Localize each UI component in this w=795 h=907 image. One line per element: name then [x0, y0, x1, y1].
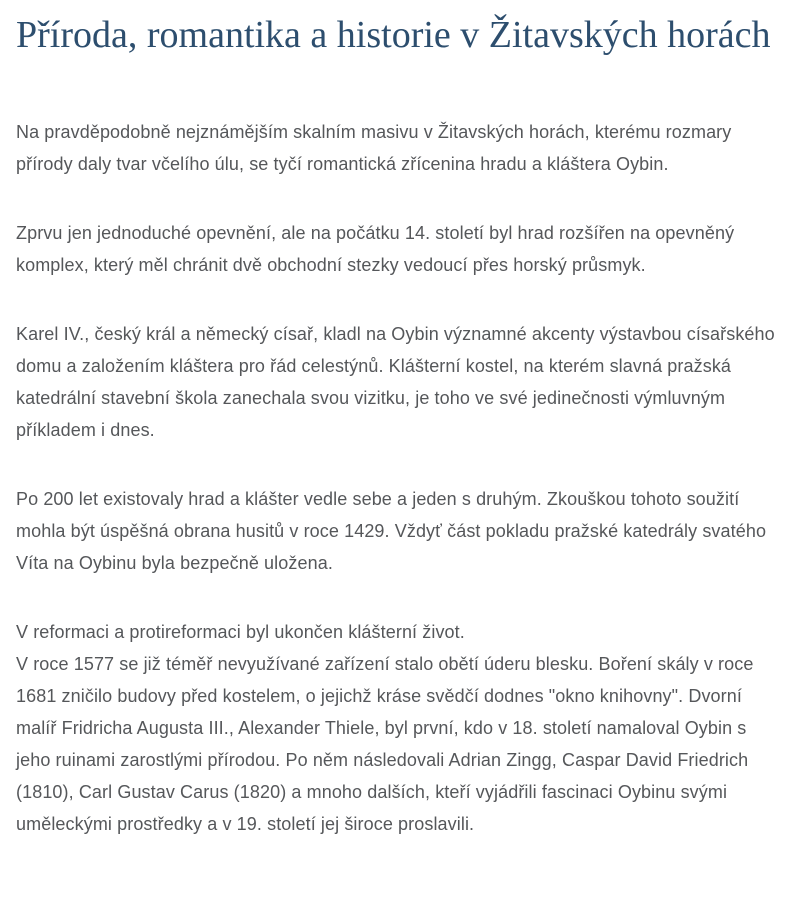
paragraph-reformation-line-2: V roce 1577 se již téměř nevyužívané zařízení stalo obětí úderu blesku. Boření skály v roce 1681 zničilo budovy před kostelem, o jejichž kráse svědčí dodnes "okno knihovny". Dvorní malíř Fridricha Augusta III., Alexander Thiele, byl první, kdo v 18. století namaloval Oybin s jeho ruinami zarostlými přírodou. Po něm následovali Adrian Zingg, Caspar David Friedrich (1810), Carl Gustav Carus (1820) a mnoho dalších, kteří vyjádřili fascinaci Oybinu svými uměleckými prostředky a v 19. století jej široce proslavili.	[16, 654, 754, 834]
paragraph-reformation	[16, 616, 781, 840]
paragraph-karel-iv: Karel IV., český král a německý císař, kladl na Oybin významné akcenty výstavbou císařského domu a založením kláštera pro řád celestýnů. Klášterní kostel, na kterém slavná pražská katedrální stavební škola zanechala svou vizitku, je toho ve své jedinečnosti výmluvným příkladem i dnes.	[16, 324, 775, 440]
paragraph-reformation-line-1: V reformaci a protireformaci byl ukončen klášterní život.	[16, 622, 465, 642]
paragraph-fortification: Zprvu jen jednoduché opevnění, ale na počátku 14. století byl hrad rozšířen na opevněný komplex, který měl chránit dvě obchodní stezky vedoucí přes horský průsmyk.	[16, 223, 735, 275]
paragraph-coexistence: Po 200 let existovaly hrad a klášter vedle sebe a jeden s druhým. Zkouškou tohoto soužití mohla být úspěšná obrana husitů v roce 1429. Vždyť část pokladu pražské katedrály svatého Víta na Oybinu byla bezpečně uložena.	[16, 489, 767, 573]
page-title: Příroda, romantika a historie v Žitavských horách	[16, 14, 771, 56]
paragraph-intro: Na pravděpodobně nejznámějším skalním masivu v Žitavských horách, kterému rozmary přírody daly tvar včelího úlu, se tyčí romantická zřícenina hradu a kláštera Oybin.	[16, 122, 732, 174]
